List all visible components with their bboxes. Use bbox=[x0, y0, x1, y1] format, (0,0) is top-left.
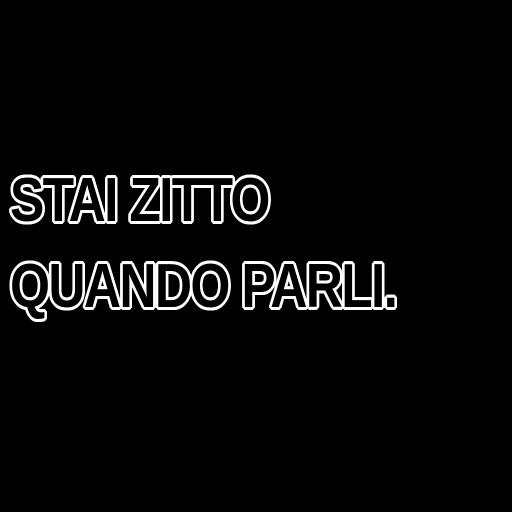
caption-text bbox=[10, 166, 506, 322]
caption-line-1: STAI ZITTO bbox=[10, 166, 269, 235]
caption-line-2: QUANDO PARLI. bbox=[10, 252, 397, 321]
